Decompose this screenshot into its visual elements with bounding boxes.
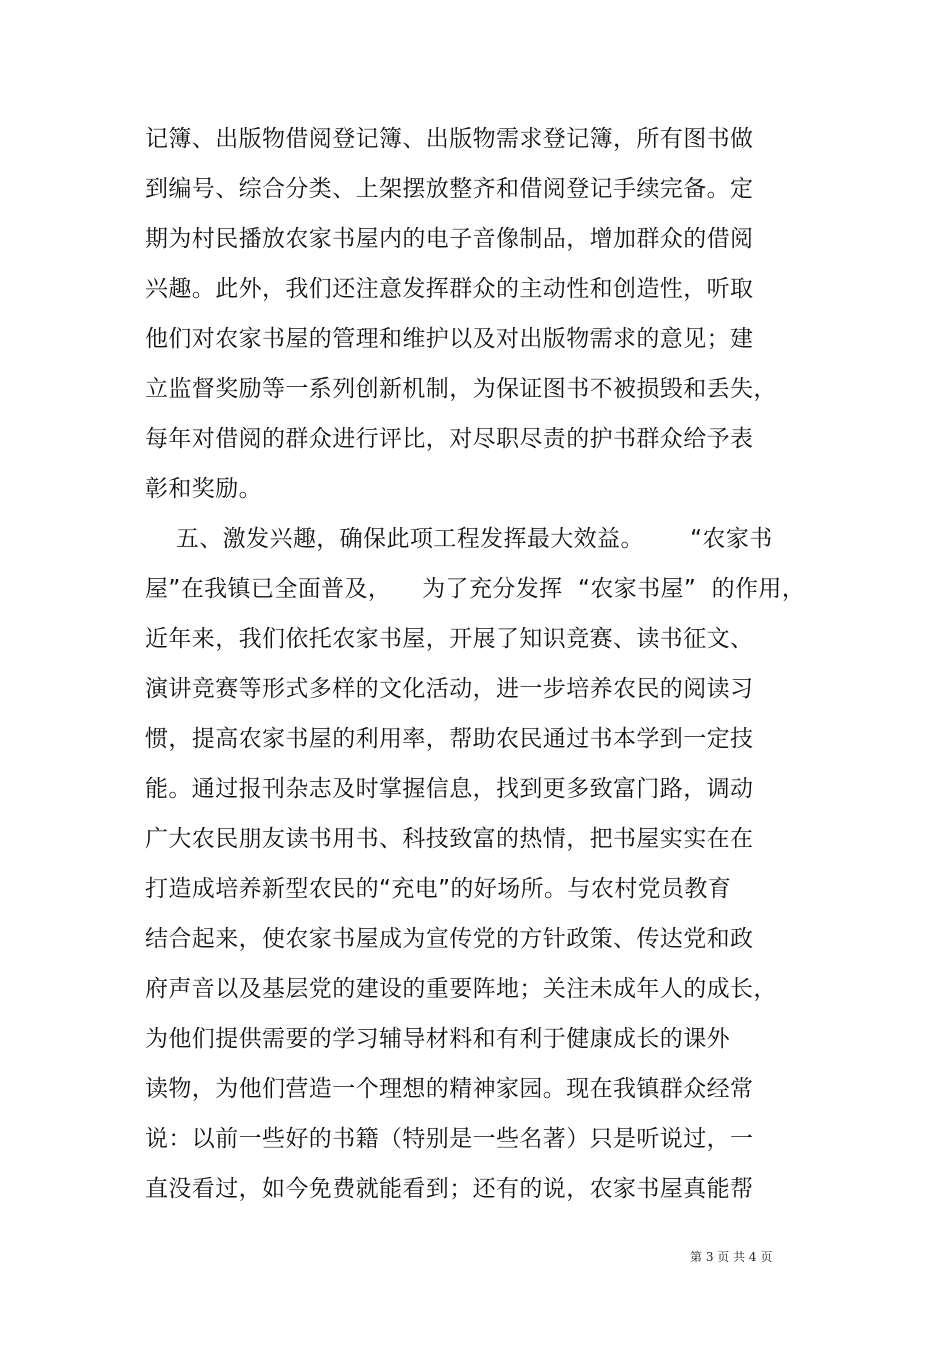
body-text-line: 能。通过报刊杂志及时掌握信息，找到更多致富门路，调动 xyxy=(145,776,754,802)
body-text-line: 演讲竞赛等形式多样的文化活动，进一步培养农民的阅读习 xyxy=(145,676,754,702)
body-text-line: 每年对借阅的群众进行评比，对尽职尽责的护书群众给予表 xyxy=(145,426,754,452)
body-text-line: 兴趣。此外，我们还注意发挥群众的主动性和创造性，听取 xyxy=(145,276,754,302)
body-text-line: 结合起来，使农家书屋成为宣传党的方针政策、传达党和政 xyxy=(145,926,754,952)
section-heading-line: 五、激发兴趣，确保此项工程发挥最大效益。 “农家书 xyxy=(145,526,773,552)
body-text-line: 说：以前一些好的书籍（特别是一些名著）只是听说过，一 xyxy=(145,1126,754,1152)
body-text-line: 读物，为他们营造一个理想的精神家园。现在我镇群众经常 xyxy=(145,1076,754,1102)
body-text-line: 为他们提供需要的学习辅导材料和有利于健康成长的课外 xyxy=(145,1026,730,1052)
body-text-line: 打造成培养新型农民的“充电”的好场所。与农村党员教育 xyxy=(145,876,732,902)
body-text-line: 屋”在我镇已全面普及， 为了充分发挥 “农家书屋” 的作用， xyxy=(145,576,806,602)
body-text-line: 记簿、出版物借阅登记簿、出版物需求登记簿，所有图书做 xyxy=(145,126,754,152)
page-number-footer: 第 3 页 共 4 页 xyxy=(690,1250,773,1264)
body-text-line: 府声音以及基层党的建设的重要阵地；关注未成年人的成长， xyxy=(145,976,777,1002)
body-text-line: 期为村民播放农家书屋内的电子音像制品，增加群众的借阅 xyxy=(145,226,754,252)
body-text-line: 立监督奖励等一系列创新机制，为保证图书不被损毁和丢失， xyxy=(145,376,777,402)
body-text-line: 彰和奖励。 xyxy=(145,476,262,502)
body-text-line: 广大农民朋友读书用书、科技致富的热情，把书屋实实在在 xyxy=(145,826,754,852)
body-text-line: 到编号、综合分类、上架摆放整齐和借阅登记手续完备。定 xyxy=(145,176,754,202)
body-text-line: 直没看过，如今免费就能看到；还有的说，农家书屋真能帮 xyxy=(145,1176,754,1202)
body-text-line: 他们对农家书屋的管理和维护以及对出版物需求的意见；建 xyxy=(145,326,754,352)
body-text-line: 近年来，我们依托农家书屋，开展了知识竞赛、读书征文、 xyxy=(145,626,754,652)
body-text-line: 惯，提高农家书屋的利用率，帮助农民通过书本学到一定技 xyxy=(145,726,754,752)
